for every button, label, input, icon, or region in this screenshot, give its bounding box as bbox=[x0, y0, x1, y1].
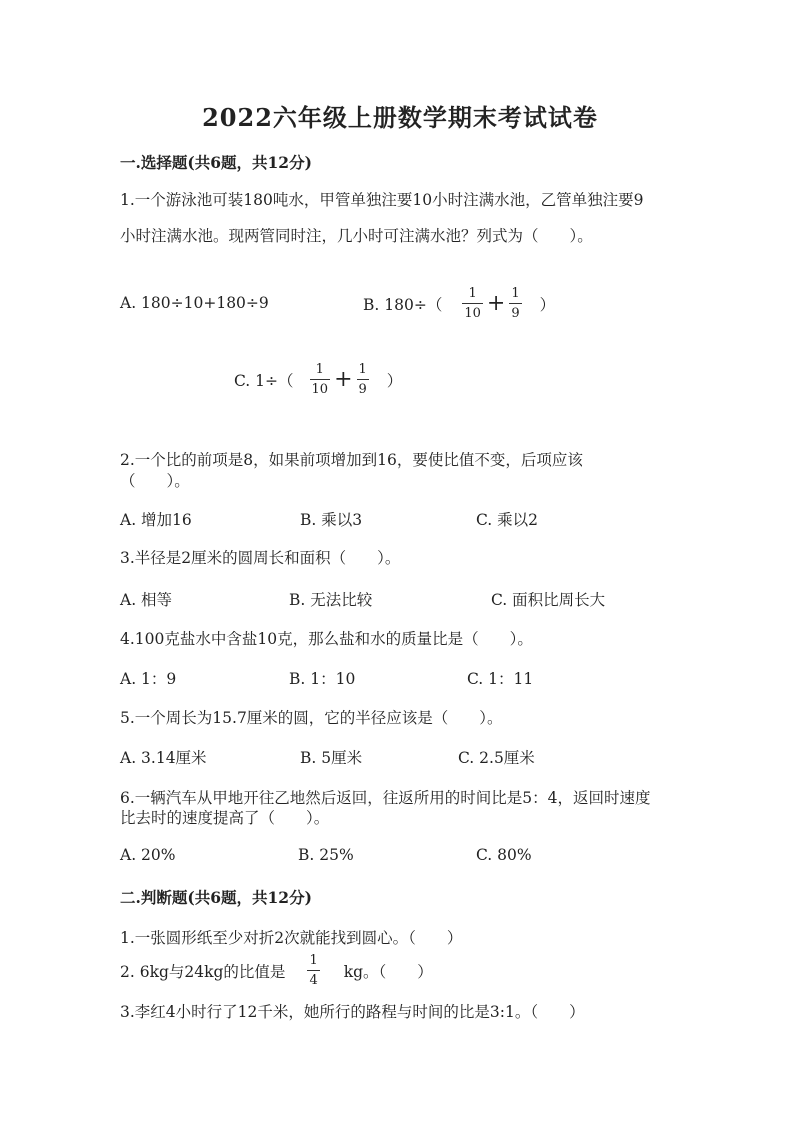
fraction-numerator: 1 bbox=[315, 362, 324, 377]
question-1-option-b bbox=[363, 286, 555, 321]
question-1-line-1: 1.一个游泳池可装180吨水，甲管单独注要10小时注满水池，乙管单独注要9 bbox=[120, 191, 644, 209]
question-2-line-1: 2.一个比的前项是8，如果前项增加到16，要使比值不变，后项应该 bbox=[120, 451, 583, 469]
question-5-option-c: C. 2.5厘米 bbox=[458, 749, 535, 767]
question-6-line-2: 比去时的速度提高了（ ）。 bbox=[120, 809, 330, 827]
question-2-option-b: B. 乘以3 bbox=[300, 511, 363, 529]
question-3-option-c: C. 面积比周长大 bbox=[491, 591, 606, 609]
question-4-option-b: B. 1：10 bbox=[289, 670, 356, 688]
tf-question-2-suffix: kg。（ ） bbox=[343, 962, 433, 981]
question-2-option-c: C. 乘以2 bbox=[476, 511, 539, 529]
plus-sign: + bbox=[486, 291, 506, 316]
option-c-prefix: C. 1÷（ bbox=[234, 371, 294, 390]
question-6-line-1: 6.一辆汽车从甲地开往乙地然后返回，往返所用的时间比是5：4，返回时速度 bbox=[120, 789, 651, 807]
question-2-line-2: （ ）。 bbox=[120, 472, 190, 490]
fraction-one-ninth bbox=[357, 362, 369, 397]
fraction-numerator: 1 bbox=[468, 286, 477, 301]
option-b-prefix: B. 180÷（ bbox=[363, 295, 443, 314]
plus-sign: + bbox=[334, 367, 353, 392]
tf-question-2-prefix: 2. 6kg与24kg的比值是 bbox=[120, 962, 286, 981]
tf-question-2 bbox=[120, 953, 433, 988]
section-heading-choice: 一.选择题(共6题，共12分) bbox=[120, 153, 312, 172]
question-6-option-a: A. 20% bbox=[120, 846, 176, 864]
question-1-line-2: 小时注满水池。现两管同时注，几小时可注满水池？列式为（ ）。 bbox=[120, 227, 593, 245]
question-1-option-c bbox=[234, 362, 402, 397]
question-5-option-b: B. 5厘米 bbox=[300, 749, 363, 767]
question-4-option-c: C. 1：11 bbox=[467, 670, 534, 688]
section-heading-true-false: 二.判断题(共6题，共12分) bbox=[120, 888, 312, 907]
tf-question-1: 1.一张圆形纸至少对折2次就能找到圆心。（ ） bbox=[120, 929, 463, 947]
question-6-option-b: B. 25% bbox=[298, 846, 354, 864]
question-2-option-a: A. 增加16 bbox=[120, 511, 192, 529]
option-c-suffix: ） bbox=[386, 371, 403, 390]
fraction-one-tenth bbox=[310, 362, 331, 397]
question-4: 4.100克盐水中含盐10克，那么盐和水的质量比是（ ）。 bbox=[120, 630, 533, 648]
fraction-numerator: 1 bbox=[358, 362, 367, 377]
fraction-one-tenth bbox=[462, 286, 483, 321]
question-5: 5.一个周长为15.7厘米的圆，它的半径应该是（ ）。 bbox=[120, 709, 503, 727]
fraction-denominator: 10 bbox=[311, 382, 329, 397]
tf-question-3: 3.李红4小时行了12千米，她所行的路程与时间的比是3:1。（ ） bbox=[120, 1003, 585, 1021]
question-3: 3.半径是2厘米的圆周长和面积（ ）。 bbox=[120, 549, 401, 567]
fraction-denominator: 10 bbox=[464, 306, 481, 321]
fraction-numerator: 1 bbox=[511, 286, 520, 301]
fraction-denominator: 9 bbox=[358, 382, 367, 397]
fraction-denominator: 4 bbox=[309, 973, 318, 988]
page-title: 2022六年级上册数学期末考试试卷 bbox=[202, 103, 598, 132]
question-1-option-a: A. 180÷10+180÷9 bbox=[120, 294, 269, 312]
question-3-option-a: A. 相等 bbox=[120, 591, 173, 609]
fraction-denominator: 9 bbox=[511, 306, 520, 321]
question-3-option-b: B. 无法比较 bbox=[289, 591, 373, 609]
fraction-one-quarter bbox=[307, 953, 319, 988]
question-5-option-a: A. 3.14厘米 bbox=[120, 749, 207, 767]
question-4-option-a: A. 1：9 bbox=[120, 670, 177, 688]
fraction-one-ninth bbox=[509, 286, 521, 321]
question-6-option-c: C. 80% bbox=[476, 846, 532, 864]
fraction-numerator: 1 bbox=[309, 953, 318, 968]
option-b-suffix: ） bbox=[539, 295, 556, 314]
